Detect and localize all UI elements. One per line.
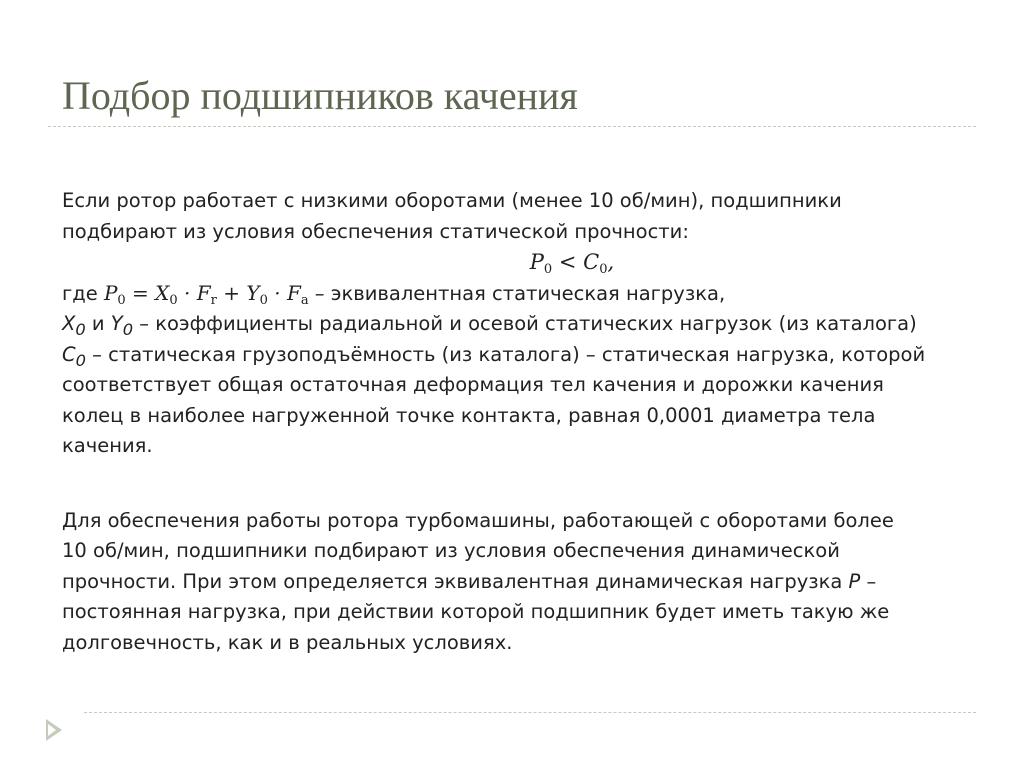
c-line	[62, 340, 962, 371]
wf-y-sub: 0	[259, 292, 268, 308]
para2-line3	[62, 567, 962, 598]
c-desc1: – статическая грузоподъёмность (из каталога) – статическая нагрузка, которой	[85, 342, 926, 366]
title-divider	[48, 126, 976, 127]
xy-line	[62, 309, 962, 340]
c-line3: колец в наиболее нагруженной точке контакта, равная 0,0001 диаметра тела	[62, 403, 876, 427]
formula-rhs: C	[583, 250, 600, 274]
wf-x: X	[155, 280, 170, 305]
para2-line5: долговечность, как и в реальных условиях.	[62, 630, 513, 654]
para1-line2: подбирают из условия обеспечения статической прочности:	[62, 219, 689, 243]
wf-dot2: ·	[267, 280, 287, 305]
footer-divider	[84, 712, 976, 713]
xy-desc: – коэффициенты радиальной и осевой статических нагрузок (из каталога)	[133, 312, 917, 335]
slide-title: Подбор подшипников качения	[62, 73, 578, 118]
wf-fr-sub: r	[210, 292, 217, 308]
c-c-sub: 0	[75, 350, 86, 370]
wf-eq: =	[125, 280, 156, 305]
where-line	[62, 278, 962, 310]
triangle-bullet-icon	[46, 719, 62, 741]
formula-tail: ,	[607, 250, 615, 274]
wf-x-sub: 0	[169, 292, 178, 308]
xy-y-sub: 0	[122, 319, 134, 339]
para2-line3a: прочности. При этом определяется эквивалентная динамическая нагрузка	[62, 569, 849, 593]
para2-line4: постоянная нагрузка, при действии которой подшипник будет иметь такую же	[62, 600, 890, 623]
slide-body	[62, 186, 962, 658]
para2-p: P	[848, 569, 861, 593]
wf-dot1: ·	[177, 280, 197, 305]
wf-p-sub: 0	[117, 292, 126, 308]
formula-rhs-sub: 0	[599, 261, 608, 277]
xy-y: Y	[110, 312, 123, 335]
wf-plus: +	[216, 280, 247, 305]
para2-line1: Для обеспечения работы ротора турбомашины, работающей с оборотами более	[62, 508, 894, 532]
c-line4: качения.	[62, 434, 153, 457]
formula-lhs-sub: 0	[543, 261, 553, 277]
para1-line1: Если ротор работает с низкими оборотами (менее 10 об/мин), подшипники	[62, 189, 842, 212]
xy-x-sub: 0	[75, 319, 86, 339]
paragraph-gap	[62, 462, 962, 506]
xy-x: X	[62, 312, 76, 335]
wf-fr: F	[196, 280, 211, 305]
formula-lhs: P	[529, 250, 544, 274]
para2-line2: 10 об/мин, подшипники подбирают из условия обеспечения динамической	[62, 539, 840, 562]
wf-y: Y	[246, 280, 260, 305]
xy-and: и	[85, 312, 111, 335]
para2-line3c: –	[860, 569, 877, 593]
c-line2: соответствует общая остаточная деформация тел качения и дорожки качения	[62, 373, 884, 396]
where-desc: – эквивалентная статическая нагрузка,	[308, 281, 726, 305]
main-formula	[62, 247, 962, 278]
wf-p: P	[103, 280, 118, 305]
where-formula	[103, 280, 309, 308]
formula-op: <	[552, 250, 584, 274]
wf-fa: F	[286, 280, 301, 305]
wf-fa-sub: a	[300, 292, 309, 308]
where-prefix: где	[62, 281, 104, 305]
c-c: C	[62, 342, 76, 366]
